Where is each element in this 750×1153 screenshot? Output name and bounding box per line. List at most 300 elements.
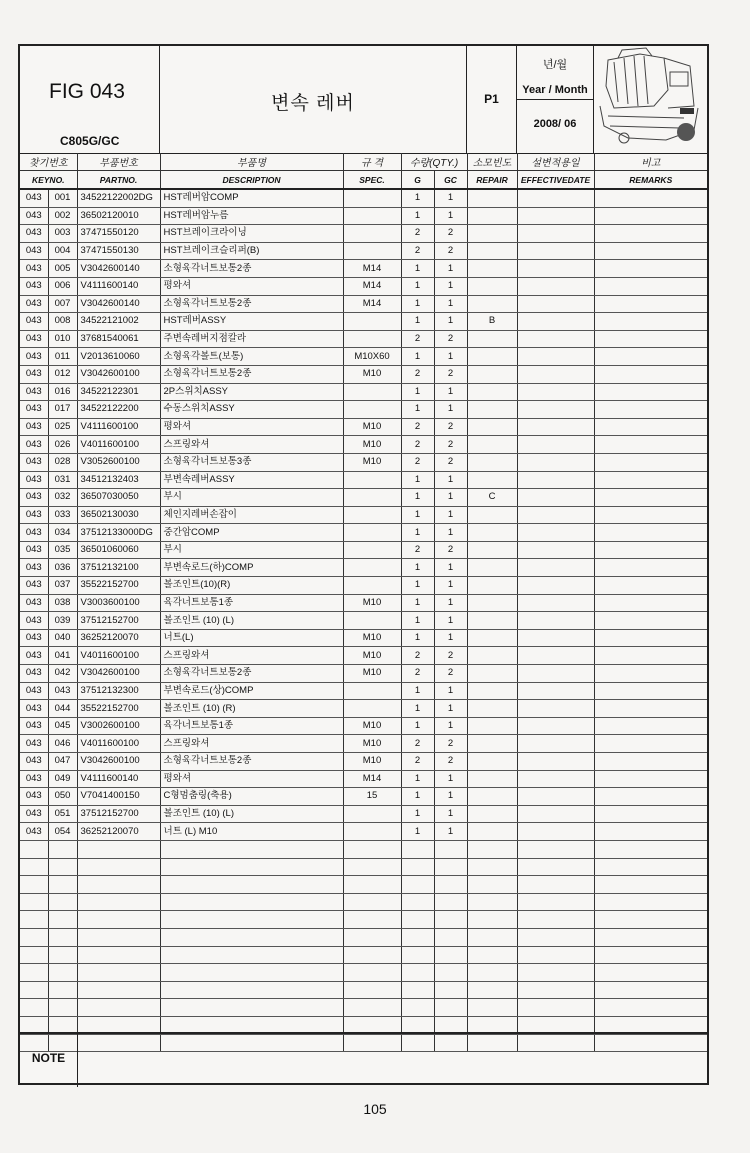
key-number: 041 bbox=[48, 647, 77, 665]
description: HST레버암COMP bbox=[160, 189, 343, 207]
col-spec: SPEC. bbox=[343, 171, 401, 190]
remarks bbox=[594, 858, 707, 876]
qty-gc bbox=[434, 946, 467, 964]
qty-gc bbox=[434, 964, 467, 982]
key-number: 003 bbox=[48, 225, 77, 243]
table-row bbox=[20, 524, 707, 542]
repair bbox=[467, 911, 517, 929]
remarks bbox=[594, 418, 707, 436]
key-prefix: 043 bbox=[20, 629, 48, 647]
part-number: 37471550120 bbox=[77, 225, 160, 243]
spec: M14 bbox=[343, 295, 401, 313]
qty-g: 1 bbox=[401, 313, 434, 331]
key-prefix: 043 bbox=[20, 577, 48, 595]
remarks bbox=[594, 559, 707, 577]
key-number bbox=[48, 981, 77, 999]
spec bbox=[343, 471, 401, 489]
effective-date bbox=[517, 401, 594, 419]
table-row bbox=[20, 453, 707, 471]
part-number: 37512152700 bbox=[77, 805, 160, 823]
effective-date bbox=[517, 911, 594, 929]
key-prefix bbox=[20, 876, 48, 894]
repair bbox=[467, 295, 517, 313]
key-number bbox=[48, 946, 77, 964]
table-row bbox=[20, 700, 707, 718]
description bbox=[160, 840, 343, 858]
spec bbox=[343, 981, 401, 999]
key-prefix: 043 bbox=[20, 489, 48, 507]
table-row bbox=[20, 506, 707, 524]
qty-g bbox=[401, 981, 434, 999]
key-number: 043 bbox=[48, 682, 77, 700]
remarks bbox=[594, 911, 707, 929]
empty-row bbox=[20, 946, 707, 964]
key-number: 047 bbox=[48, 753, 77, 771]
spec: M10X60 bbox=[343, 348, 401, 366]
effective-date bbox=[517, 893, 594, 911]
description: HST브레이크라이닝 bbox=[160, 225, 343, 243]
qty-gc: 1 bbox=[434, 524, 467, 542]
qty-gc: 2 bbox=[434, 330, 467, 348]
key-number: 006 bbox=[48, 277, 77, 295]
spec bbox=[343, 946, 401, 964]
key-number: 011 bbox=[48, 348, 77, 366]
qty-g: 2 bbox=[401, 647, 434, 665]
key-prefix: 043 bbox=[20, 260, 48, 278]
qty-gc: 2 bbox=[434, 753, 467, 771]
description: 부변속레버ASSY bbox=[160, 471, 343, 489]
qty-g: 1 bbox=[401, 717, 434, 735]
spec bbox=[343, 911, 401, 929]
repair bbox=[467, 999, 517, 1017]
effective-date bbox=[517, 858, 594, 876]
spec bbox=[343, 700, 401, 718]
qty-gc: 1 bbox=[434, 700, 467, 718]
qty-gc: 2 bbox=[434, 665, 467, 683]
key-number: 040 bbox=[48, 629, 77, 647]
description: C형멈춤링(축용) bbox=[160, 788, 343, 806]
col-qty-g: G bbox=[401, 171, 434, 190]
key-number: 044 bbox=[48, 700, 77, 718]
effective-date bbox=[517, 594, 594, 612]
key-number bbox=[48, 928, 77, 946]
empty-row bbox=[20, 911, 707, 929]
repair bbox=[467, 682, 517, 700]
key-number: 031 bbox=[48, 471, 77, 489]
parts-sheet bbox=[18, 44, 709, 1085]
header-row-english bbox=[20, 171, 707, 190]
spec bbox=[343, 541, 401, 559]
spec bbox=[343, 225, 401, 243]
effective-date bbox=[517, 946, 594, 964]
qty-g: 2 bbox=[401, 665, 434, 683]
empty-row bbox=[20, 858, 707, 876]
effective-date bbox=[517, 524, 594, 542]
effective-date bbox=[517, 207, 594, 225]
remarks bbox=[594, 753, 707, 771]
remarks bbox=[594, 964, 707, 982]
issue-date: 2008/ 06 bbox=[533, 118, 577, 130]
key-number bbox=[48, 999, 77, 1017]
part-number: 36252120070 bbox=[77, 629, 160, 647]
key-prefix: 043 bbox=[20, 735, 48, 753]
key-prefix: 043 bbox=[20, 717, 48, 735]
qty-gc: 1 bbox=[434, 788, 467, 806]
key-prefix: 043 bbox=[20, 189, 48, 207]
table-row bbox=[20, 682, 707, 700]
part-number: V3003600100 bbox=[77, 594, 160, 612]
spec: M10 bbox=[343, 753, 401, 771]
table-row bbox=[20, 823, 707, 841]
qty-gc: 2 bbox=[434, 436, 467, 454]
empty-row bbox=[20, 981, 707, 999]
description: 소형육각너트보통2종 bbox=[160, 365, 343, 383]
description: 체인지레버손잡이 bbox=[160, 506, 343, 524]
description: HST레버암누름 bbox=[160, 207, 343, 225]
table-row bbox=[20, 665, 707, 683]
effective-date bbox=[517, 770, 594, 788]
effective-date bbox=[517, 383, 594, 401]
key-prefix: 043 bbox=[20, 805, 48, 823]
qty-gc: 1 bbox=[434, 612, 467, 630]
table-row bbox=[20, 788, 707, 806]
key-prefix: 043 bbox=[20, 559, 48, 577]
key-number: 007 bbox=[48, 295, 77, 313]
qty-gc: 1 bbox=[434, 717, 467, 735]
col-keyno: KEYNO. bbox=[20, 171, 77, 190]
empty-row bbox=[20, 840, 707, 858]
qty-g: 2 bbox=[401, 753, 434, 771]
key-number: 034 bbox=[48, 524, 77, 542]
effective-date bbox=[517, 453, 594, 471]
part-number bbox=[77, 893, 160, 911]
qty-gc bbox=[434, 840, 467, 858]
page-code-cell bbox=[467, 46, 517, 153]
remarks bbox=[594, 893, 707, 911]
description: 중간암COMP bbox=[160, 524, 343, 542]
year-month-ko: 년/월 bbox=[542, 59, 568, 71]
effective-date bbox=[517, 489, 594, 507]
qty-gc: 1 bbox=[434, 383, 467, 401]
table-row bbox=[20, 577, 707, 595]
part-number: 37512132100 bbox=[77, 559, 160, 577]
table-row bbox=[20, 805, 707, 823]
qty-g: 1 bbox=[401, 823, 434, 841]
qty-gc: 1 bbox=[434, 770, 467, 788]
key-prefix: 043 bbox=[20, 207, 48, 225]
repair bbox=[467, 717, 517, 735]
spec bbox=[343, 401, 401, 419]
qty-g: 1 bbox=[401, 788, 434, 806]
part-number: 36507030050 bbox=[77, 489, 160, 507]
qty-gc: 1 bbox=[434, 682, 467, 700]
key-number: 042 bbox=[48, 665, 77, 683]
effective-date bbox=[517, 928, 594, 946]
key-prefix: 043 bbox=[20, 524, 48, 542]
repair bbox=[467, 840, 517, 858]
remarks bbox=[594, 700, 707, 718]
effective-date bbox=[517, 365, 594, 383]
qty-g bbox=[401, 999, 434, 1017]
table-row bbox=[20, 753, 707, 771]
spec: M10 bbox=[343, 436, 401, 454]
key-number bbox=[48, 840, 77, 858]
key-number: 017 bbox=[48, 401, 77, 419]
year-month-cell bbox=[517, 46, 594, 153]
qty-gc: 1 bbox=[434, 295, 467, 313]
qty-g: 1 bbox=[401, 682, 434, 700]
effective-date bbox=[517, 348, 594, 366]
qty-g: 1 bbox=[401, 471, 434, 489]
key-prefix: 043 bbox=[20, 313, 48, 331]
effective-date bbox=[517, 788, 594, 806]
col-remarks-ko: 비고 bbox=[594, 153, 707, 171]
qty-g: 2 bbox=[401, 453, 434, 471]
remarks bbox=[594, 225, 707, 243]
spec: M10 bbox=[343, 735, 401, 753]
note-label: NOTE bbox=[20, 1034, 78, 1087]
qty-gc bbox=[434, 858, 467, 876]
qty-g: 1 bbox=[401, 260, 434, 278]
spec bbox=[343, 189, 401, 207]
part-number bbox=[77, 928, 160, 946]
remarks bbox=[594, 295, 707, 313]
description: 주변속레버지점칼라 bbox=[160, 330, 343, 348]
page-title: 변속 레버 bbox=[271, 93, 355, 114]
repair: C bbox=[467, 489, 517, 507]
remarks bbox=[594, 647, 707, 665]
header-row-korean bbox=[20, 153, 707, 171]
spec: M10 bbox=[343, 418, 401, 436]
part-number: V3052600100 bbox=[77, 453, 160, 471]
qty-g: 2 bbox=[401, 225, 434, 243]
description: HST브레이크슬리퍼(B) bbox=[160, 242, 343, 260]
remarks bbox=[594, 260, 707, 278]
part-number bbox=[77, 858, 160, 876]
remarks bbox=[594, 524, 707, 542]
qty-gc: 1 bbox=[434, 489, 467, 507]
repair bbox=[467, 753, 517, 771]
part-number: V3042600140 bbox=[77, 260, 160, 278]
part-number: 37681540061 bbox=[77, 330, 160, 348]
table-row bbox=[20, 629, 707, 647]
key-number: 010 bbox=[48, 330, 77, 348]
repair bbox=[467, 735, 517, 753]
spec bbox=[343, 506, 401, 524]
remarks bbox=[594, 946, 707, 964]
remarks bbox=[594, 665, 707, 683]
effective-date bbox=[517, 506, 594, 524]
qty-g: 2 bbox=[401, 735, 434, 753]
description bbox=[160, 858, 343, 876]
col-effective: EFFECTIVEDATE bbox=[517, 171, 594, 190]
effective-date bbox=[517, 700, 594, 718]
spec bbox=[343, 823, 401, 841]
repair bbox=[467, 665, 517, 683]
table-row bbox=[20, 189, 707, 207]
empty-row bbox=[20, 876, 707, 894]
effective-date bbox=[517, 682, 594, 700]
key-number bbox=[48, 911, 77, 929]
qty-g: 1 bbox=[401, 770, 434, 788]
col-repair: REPAIR bbox=[467, 171, 517, 190]
qty-gc: 1 bbox=[434, 348, 467, 366]
key-number bbox=[48, 893, 77, 911]
table-row bbox=[20, 225, 707, 243]
remarks bbox=[594, 717, 707, 735]
effective-date bbox=[517, 823, 594, 841]
qty-g: 1 bbox=[401, 629, 434, 647]
qty-g bbox=[401, 946, 434, 964]
key-prefix: 043 bbox=[20, 665, 48, 683]
key-prefix bbox=[20, 946, 48, 964]
qty-g bbox=[401, 858, 434, 876]
spec: M14 bbox=[343, 260, 401, 278]
part-number: 34522122002DG bbox=[77, 189, 160, 207]
table-row bbox=[20, 436, 707, 454]
description: 평와셔 bbox=[160, 418, 343, 436]
remarks bbox=[594, 207, 707, 225]
description bbox=[160, 981, 343, 999]
description: 너트(L) bbox=[160, 629, 343, 647]
qty-g: 2 bbox=[401, 541, 434, 559]
spec bbox=[343, 858, 401, 876]
description: 소형육각너트보통2종 bbox=[160, 753, 343, 771]
description: 소형육각너트보통2종 bbox=[160, 295, 343, 313]
qty-g: 1 bbox=[401, 594, 434, 612]
description: 소형육각볼트(보통) bbox=[160, 348, 343, 366]
qty-gc bbox=[434, 928, 467, 946]
repair bbox=[467, 277, 517, 295]
part-number: 35522152700 bbox=[77, 700, 160, 718]
part-number: 36502130030 bbox=[77, 506, 160, 524]
qty-gc: 2 bbox=[434, 225, 467, 243]
key-prefix: 043 bbox=[20, 330, 48, 348]
key-prefix bbox=[20, 964, 48, 982]
repair bbox=[467, 981, 517, 999]
spec: M10 bbox=[343, 717, 401, 735]
description: 스프링와셔 bbox=[160, 735, 343, 753]
empty-row bbox=[20, 999, 707, 1017]
repair bbox=[467, 893, 517, 911]
key-prefix bbox=[20, 858, 48, 876]
description: 볼조인트 (10) (L) bbox=[160, 612, 343, 630]
effective-date bbox=[517, 260, 594, 278]
key-number: 028 bbox=[48, 453, 77, 471]
qty-g: 1 bbox=[401, 506, 434, 524]
remarks bbox=[594, 577, 707, 595]
part-number: 37512133000DG bbox=[77, 524, 160, 542]
part-number bbox=[77, 981, 160, 999]
col-partno: PARTNO. bbox=[77, 171, 160, 190]
key-prefix: 043 bbox=[20, 242, 48, 260]
key-prefix: 043 bbox=[20, 295, 48, 313]
part-number: 34522121002 bbox=[77, 313, 160, 331]
key-prefix bbox=[20, 981, 48, 999]
qty-g bbox=[401, 928, 434, 946]
key-number: 050 bbox=[48, 788, 77, 806]
effective-date bbox=[517, 876, 594, 894]
description bbox=[160, 911, 343, 929]
remarks bbox=[594, 823, 707, 841]
part-number: 34522122200 bbox=[77, 401, 160, 419]
effective-date bbox=[517, 717, 594, 735]
qty-gc: 1 bbox=[434, 189, 467, 207]
key-prefix: 043 bbox=[20, 225, 48, 243]
effective-date bbox=[517, 647, 594, 665]
remarks bbox=[594, 612, 707, 630]
effective-date bbox=[517, 295, 594, 313]
key-number: 005 bbox=[48, 260, 77, 278]
qty-g: 2 bbox=[401, 418, 434, 436]
key-number: 002 bbox=[48, 207, 77, 225]
qty-g bbox=[401, 911, 434, 929]
key-prefix: 043 bbox=[20, 436, 48, 454]
part-number: 37512132300 bbox=[77, 682, 160, 700]
part-number: V4111600140 bbox=[77, 770, 160, 788]
table-row bbox=[20, 717, 707, 735]
spec: M14 bbox=[343, 277, 401, 295]
qty-g bbox=[401, 876, 434, 894]
qty-gc: 1 bbox=[434, 506, 467, 524]
part-number: 36502120010 bbox=[77, 207, 160, 225]
repair bbox=[467, 823, 517, 841]
spec: M10 bbox=[343, 453, 401, 471]
repair bbox=[467, 260, 517, 278]
spec bbox=[343, 330, 401, 348]
table-row bbox=[20, 612, 707, 630]
repair bbox=[467, 242, 517, 260]
key-prefix: 043 bbox=[20, 541, 48, 559]
spec: M10 bbox=[343, 665, 401, 683]
qty-gc: 1 bbox=[434, 313, 467, 331]
description: 2P스위치ASSY bbox=[160, 383, 343, 401]
key-prefix: 043 bbox=[20, 401, 48, 419]
qty-g: 1 bbox=[401, 524, 434, 542]
description: 육각너트보통1종 bbox=[160, 717, 343, 735]
effective-date bbox=[517, 225, 594, 243]
sheet-header bbox=[20, 46, 707, 154]
part-number bbox=[77, 876, 160, 894]
effective-date bbox=[517, 981, 594, 999]
spec bbox=[343, 805, 401, 823]
spec bbox=[343, 242, 401, 260]
qty-gc bbox=[434, 911, 467, 929]
table-row bbox=[20, 277, 707, 295]
qty-g: 2 bbox=[401, 242, 434, 260]
spec: M10 bbox=[343, 647, 401, 665]
key-prefix: 043 bbox=[20, 348, 48, 366]
key-prefix: 043 bbox=[20, 823, 48, 841]
key-number bbox=[48, 858, 77, 876]
key-prefix: 043 bbox=[20, 788, 48, 806]
effective-date bbox=[517, 242, 594, 260]
remarks bbox=[594, 788, 707, 806]
description: 소형육각너트보통2종 bbox=[160, 665, 343, 683]
qty-gc: 1 bbox=[434, 594, 467, 612]
description: 볼조인트 (10) (R) bbox=[160, 700, 343, 718]
spec: M14 bbox=[343, 770, 401, 788]
repair bbox=[467, 524, 517, 542]
qty-g: 2 bbox=[401, 365, 434, 383]
col-qty-ko: 수량(QTY.) bbox=[401, 153, 467, 171]
table-row bbox=[20, 207, 707, 225]
effective-date bbox=[517, 436, 594, 454]
part-number: 37512152700 bbox=[77, 612, 160, 630]
part-number: 37471550130 bbox=[77, 242, 160, 260]
fig-number: FIG 043 bbox=[49, 80, 125, 103]
qty-gc: 2 bbox=[434, 365, 467, 383]
